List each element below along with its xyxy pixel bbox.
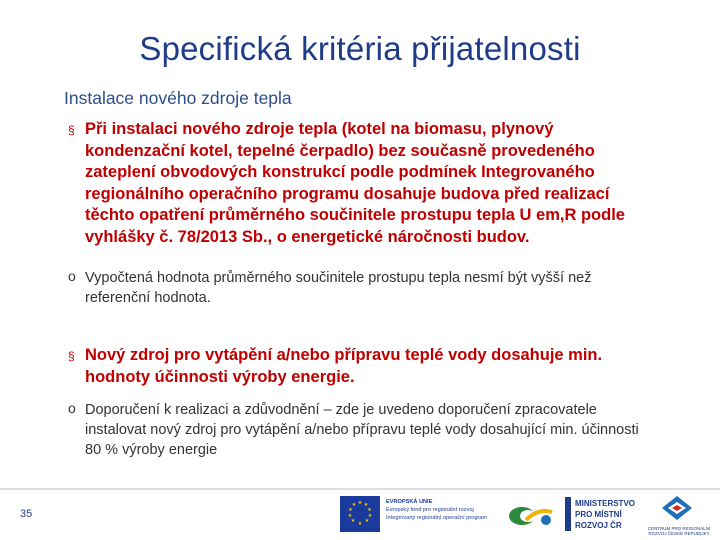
svg-text:★: ★ xyxy=(351,502,357,508)
svg-text:★: ★ xyxy=(363,502,369,508)
sub-item-2 xyxy=(68,400,658,460)
svg-text:★: ★ xyxy=(367,513,373,519)
bullet-item-2 xyxy=(68,345,658,388)
bullet-item-1 xyxy=(68,119,658,248)
svg-text:★: ★ xyxy=(347,513,353,519)
mmr-logo-text xyxy=(575,498,635,531)
eu-text-line1: Evropský fond pro regionální rozvoj xyxy=(386,507,474,513)
eu-text-line2: Integrovaný regionální operační program xyxy=(386,515,488,521)
svg-text:★: ★ xyxy=(364,518,370,524)
sub-marker: o xyxy=(68,268,76,284)
slide-subtitle: Instalace nového zdroje tepla xyxy=(64,88,292,108)
footer-divider xyxy=(0,488,720,490)
svg-text:★: ★ xyxy=(367,507,372,513)
sub-text: Vypočtená hodnota průměrného součinitele prostupu tepla nesmí být vyšší než referenční hodnota. xyxy=(85,270,592,306)
eu-logo-text xyxy=(386,498,504,522)
svg-text:★: ★ xyxy=(350,518,356,524)
page-number: 35 xyxy=(20,508,33,520)
eu-text-head: EVROPSKÁ UNIE xyxy=(386,499,433,505)
sub-marker: o xyxy=(68,400,76,416)
sub-item-1 xyxy=(68,268,658,308)
bullet-text: Při instalaci nového zdroje tepla (kotel na biomasu, plynový kondenzační kotel, tepelné čerpadlo) bez současně provedeného zateplení obvodových konstrukcí podle podmínek Integrovaného regionálního operačního programu dosahuje budova před realizací těchto opatření průměrného součinitele prostupu tepla U em,R podle vyhlášky č. 78/2013 Sb., o energetické náročnosti budov. xyxy=(85,120,625,246)
svg-text:★: ★ xyxy=(357,500,363,506)
mmr-line-2: PRO MÍSTNÍ xyxy=(575,510,622,519)
sub-text: Doporučení k realizaci a zdůvodnění – zde je uvedeno doporučení zpracovatele instalovat nový zdroj pro vytápění a/nebo přípravu teplé vody dosahující min. účinnosti 80 % výroby energie xyxy=(85,402,639,458)
bullet-marker: § xyxy=(68,123,75,137)
mmr-line-1: MINISTERSTVO xyxy=(575,499,636,508)
mmr-line-3: ROZVOJ ČR xyxy=(575,521,622,530)
eu-flag-icon xyxy=(340,496,380,532)
svg-text:★: ★ xyxy=(357,521,363,527)
slide-title: Specifická kritéria přijatelnosti xyxy=(139,30,581,67)
irop-logo-icon xyxy=(506,502,556,528)
bullet-marker: § xyxy=(68,349,75,363)
bullet-text: Nový zdroj pro vytápění a/nebo přípravu teplé vody dosahuje min. hodnoty účinnosti výroby energie. xyxy=(85,346,603,386)
svg-text:★: ★ xyxy=(348,507,353,513)
crr-logo-text: CENTRUM PRO REGIONÁLNÍ ROZVOJ ČESKÉ REPUBLIKY xyxy=(647,526,711,536)
mmr-logo-icon xyxy=(565,497,571,531)
